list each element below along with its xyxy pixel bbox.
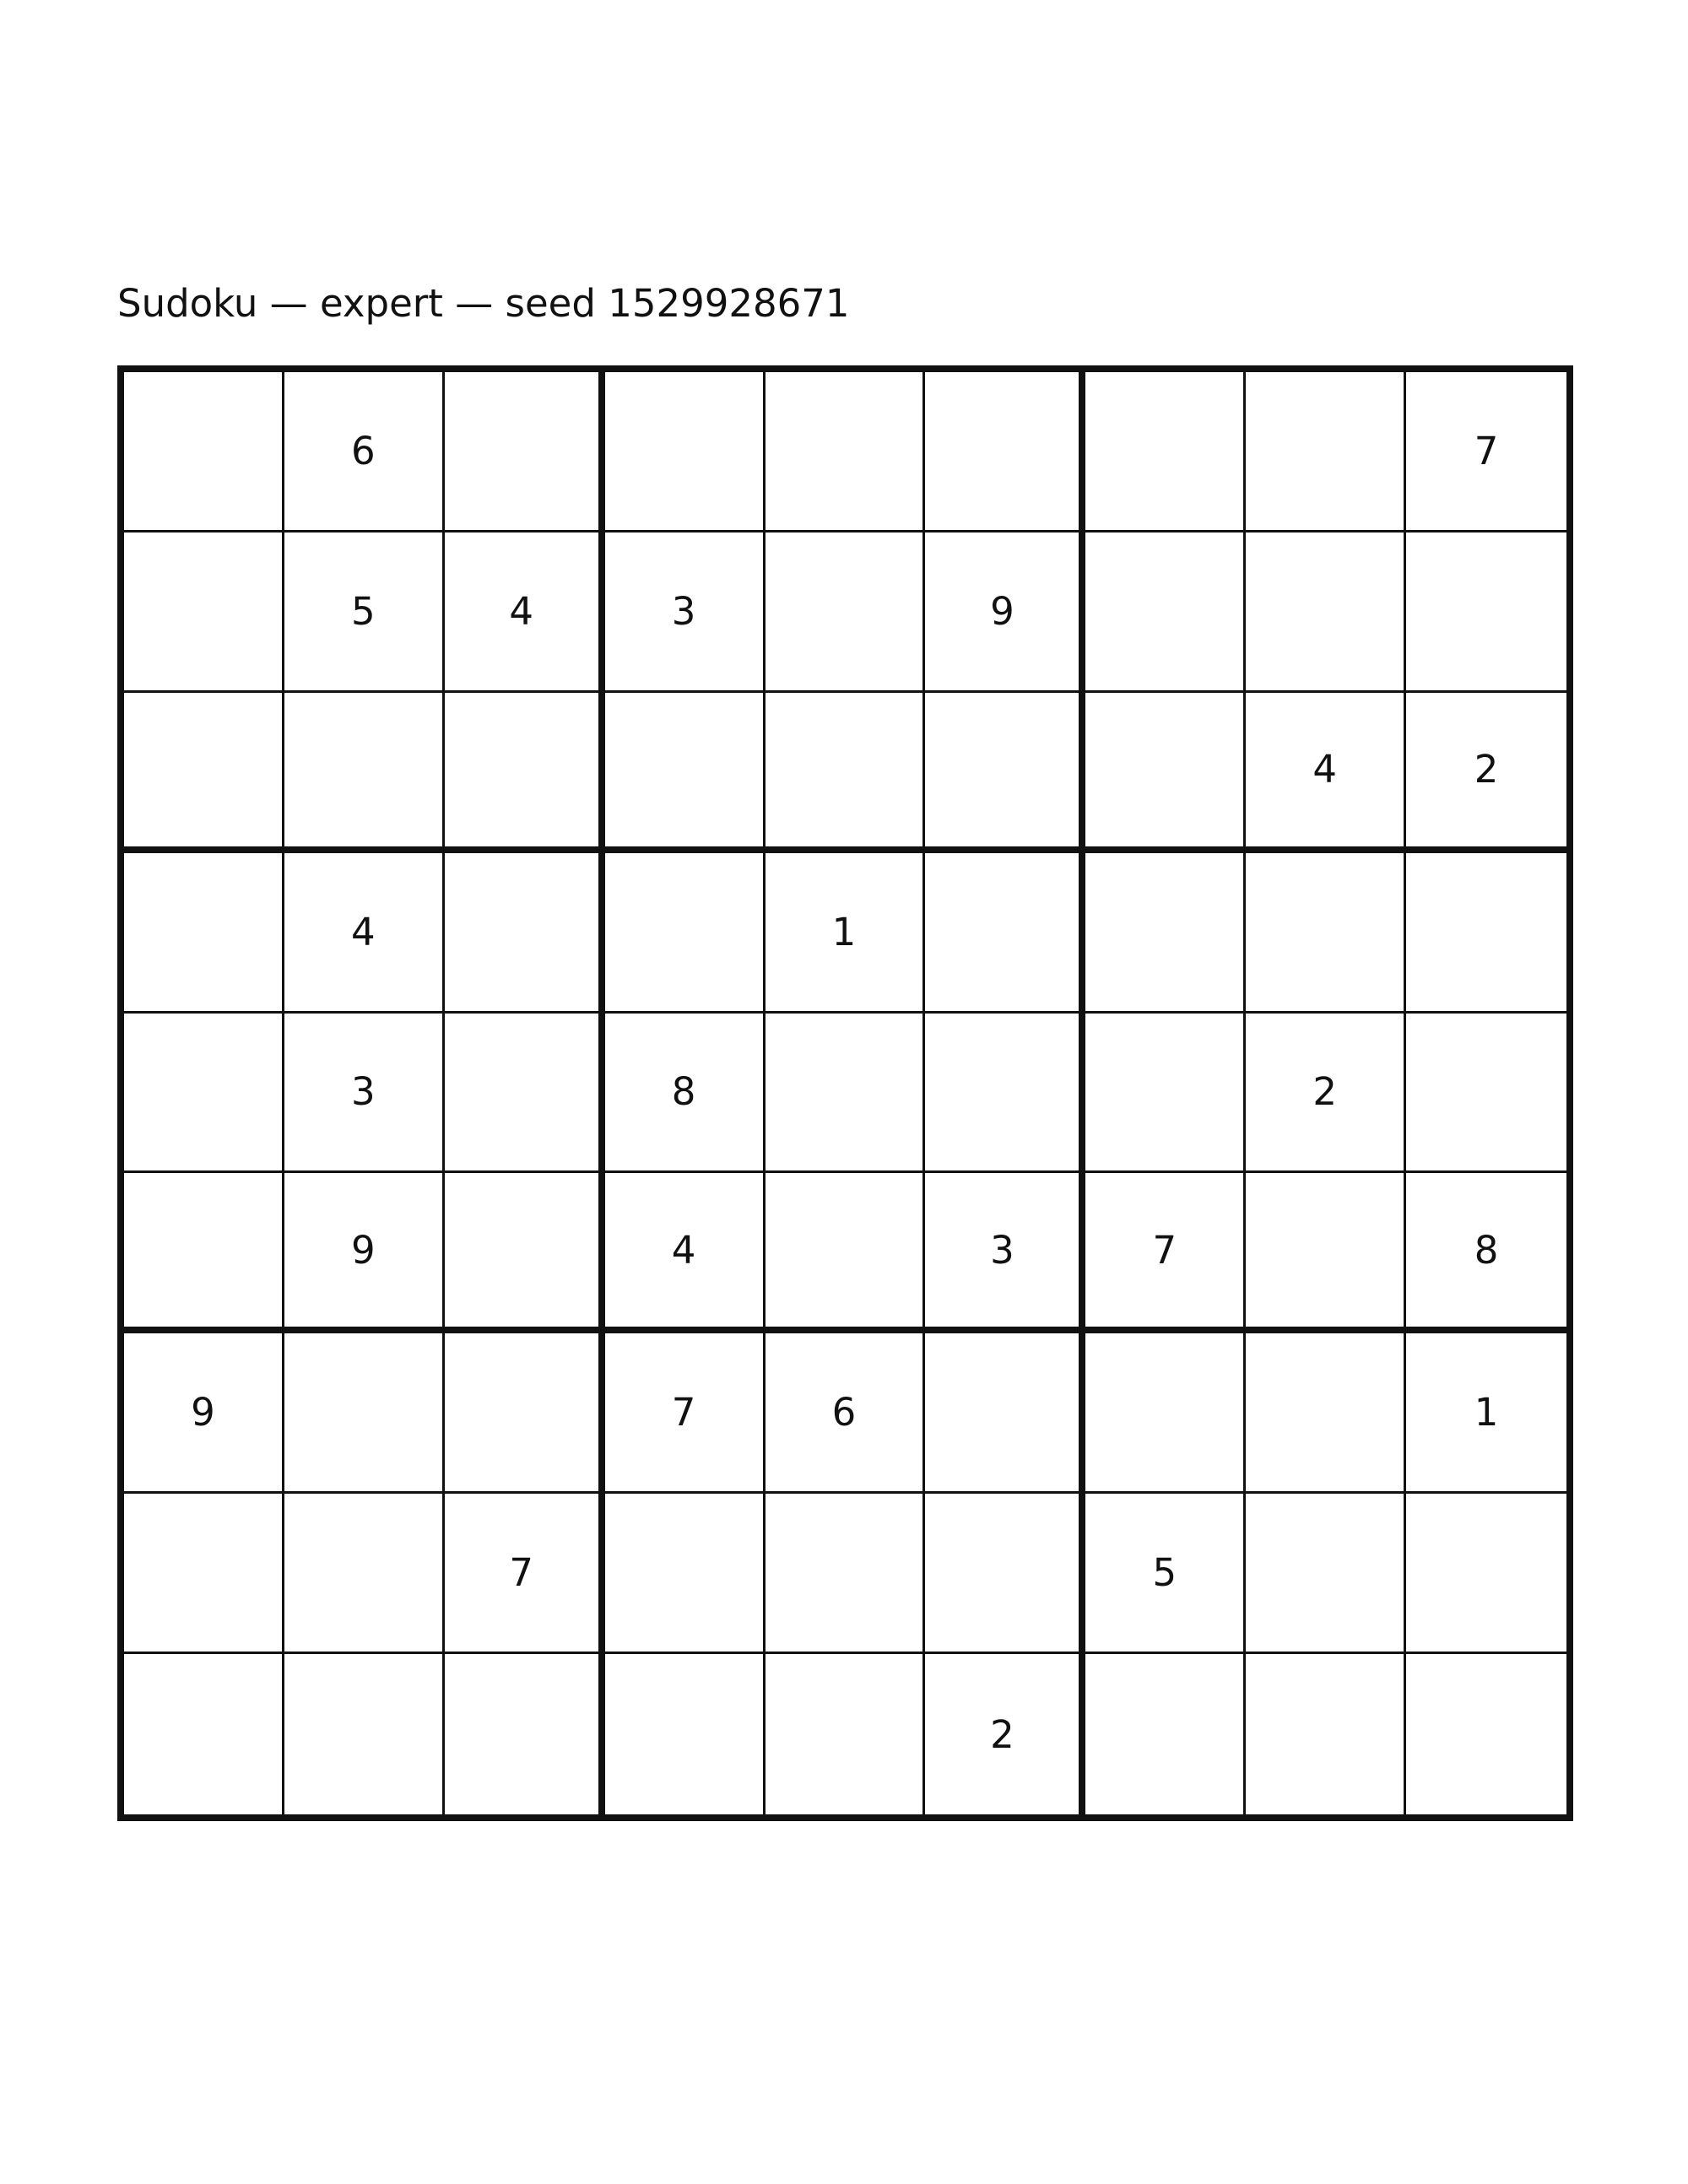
sudoku-cell-r1-c1[interactable] bbox=[124, 372, 284, 532]
sudoku-cell-r4-c9[interactable] bbox=[1406, 853, 1566, 1014]
sudoku-cell-r2-c5[interactable] bbox=[766, 532, 926, 693]
sudoku-cell-r1-c6[interactable] bbox=[925, 372, 1085, 532]
sudoku-cell-r3-c6[interactable] bbox=[925, 693, 1085, 853]
sudoku-cell-r4-c6[interactable] bbox=[925, 853, 1085, 1014]
sudoku-cell-r9-c2[interactable] bbox=[284, 1654, 445, 1814]
sudoku-cell-r4-c4[interactable] bbox=[605, 853, 766, 1014]
sudoku-cell-r7-c4[interactable]: 7 bbox=[605, 1333, 766, 1494]
sudoku-cell-r7-c7[interactable] bbox=[1085, 1333, 1246, 1494]
sudoku-cell-r8-c7[interactable]: 5 bbox=[1085, 1494, 1246, 1654]
sudoku-cell-r1-c7[interactable] bbox=[1085, 372, 1246, 532]
sudoku-cell-r3-c7[interactable] bbox=[1085, 693, 1246, 853]
sudoku-cell-r4-c2[interactable]: 4 bbox=[284, 853, 445, 1014]
sudoku-cell-r2-c1[interactable] bbox=[124, 532, 284, 693]
sudoku-cell-r8-c9[interactable] bbox=[1406, 1494, 1566, 1654]
sudoku-cell-r5-c2[interactable]: 3 bbox=[284, 1014, 445, 1174]
sudoku-cell-r9-c3[interactable] bbox=[445, 1654, 605, 1814]
sudoku-cell-r3-c2[interactable] bbox=[284, 693, 445, 853]
sudoku-cell-r1-c4[interactable] bbox=[605, 372, 766, 532]
sudoku-cell-r4-c3[interactable] bbox=[445, 853, 605, 1014]
sudoku-cell-r4-c1[interactable] bbox=[124, 853, 284, 1014]
sudoku-cell-r5-c8[interactable]: 2 bbox=[1246, 1014, 1406, 1174]
sudoku-cell-r1-c2[interactable]: 6 bbox=[284, 372, 445, 532]
sudoku-cell-r7-c1[interactable]: 9 bbox=[124, 1333, 284, 1494]
sudoku-cell-r2-c3[interactable]: 4 bbox=[445, 532, 605, 693]
sudoku-cell-r2-c4[interactable]: 3 bbox=[605, 532, 766, 693]
sudoku-cell-r1-c8[interactable] bbox=[1246, 372, 1406, 532]
sudoku-cell-r4-c8[interactable] bbox=[1246, 853, 1406, 1014]
sudoku-cell-r2-c6[interactable]: 9 bbox=[925, 532, 1085, 693]
sudoku-cell-r7-c2[interactable] bbox=[284, 1333, 445, 1494]
sudoku-cell-r8-c1[interactable] bbox=[124, 1494, 284, 1654]
sudoku-cell-r6-c8[interactable] bbox=[1246, 1173, 1406, 1333]
sudoku-cell-r2-c8[interactable] bbox=[1246, 532, 1406, 693]
sudoku-cell-r2-c2[interactable]: 5 bbox=[284, 532, 445, 693]
sudoku-cell-r3-c3[interactable] bbox=[445, 693, 605, 853]
sudoku-cell-r5-c7[interactable] bbox=[1085, 1014, 1246, 1174]
sudoku-cell-r5-c3[interactable] bbox=[445, 1014, 605, 1174]
sudoku-cell-r2-c9[interactable] bbox=[1406, 532, 1566, 693]
sudoku-cell-r9-c9[interactable] bbox=[1406, 1654, 1566, 1814]
sudoku-cell-r9-c5[interactable] bbox=[766, 1654, 926, 1814]
sudoku-cell-r6-c3[interactable] bbox=[445, 1173, 605, 1333]
sudoku-cell-r8-c4[interactable] bbox=[605, 1494, 766, 1654]
sudoku-cell-r2-c7[interactable] bbox=[1085, 532, 1246, 693]
sudoku-cell-r6-c4[interactable]: 4 bbox=[605, 1173, 766, 1333]
sudoku-cell-r8-c3[interactable]: 7 bbox=[445, 1494, 605, 1654]
sudoku-cell-r5-c9[interactable] bbox=[1406, 1014, 1566, 1174]
sudoku-cell-r6-c1[interactable] bbox=[124, 1173, 284, 1333]
sudoku-cell-r4-c7[interactable] bbox=[1085, 853, 1246, 1014]
sudoku-cell-r1-c3[interactable] bbox=[445, 372, 605, 532]
sudoku-cell-r8-c6[interactable] bbox=[925, 1494, 1085, 1654]
sudoku-cell-r6-c5[interactable] bbox=[766, 1173, 926, 1333]
sudoku-cell-r5-c5[interactable] bbox=[766, 1014, 926, 1174]
sudoku-cell-r3-c4[interactable] bbox=[605, 693, 766, 853]
sudoku-cell-r3-c5[interactable] bbox=[766, 693, 926, 853]
sudoku-cell-r7-c6[interactable] bbox=[925, 1333, 1085, 1494]
sudoku-cell-r4-c5[interactable]: 1 bbox=[766, 853, 926, 1014]
sudoku-cell-r9-c4[interactable] bbox=[605, 1654, 766, 1814]
sudoku-cell-r9-c8[interactable] bbox=[1246, 1654, 1406, 1814]
sudoku-cell-r7-c5[interactable]: 6 bbox=[766, 1333, 926, 1494]
sudoku-cell-r9-c7[interactable] bbox=[1085, 1654, 1246, 1814]
sudoku-cell-r9-c6[interactable]: 2 bbox=[925, 1654, 1085, 1814]
sudoku-cell-r5-c4[interactable]: 8 bbox=[605, 1014, 766, 1174]
sudoku-cell-r6-c9[interactable]: 8 bbox=[1406, 1173, 1566, 1333]
sudoku-cell-r5-c1[interactable] bbox=[124, 1014, 284, 1174]
sudoku-cell-r3-c9[interactable]: 2 bbox=[1406, 693, 1566, 853]
sudoku-cell-r1-c5[interactable] bbox=[766, 372, 926, 532]
sudoku-cell-r7-c8[interactable] bbox=[1246, 1333, 1406, 1494]
sudoku-cell-r8-c2[interactable] bbox=[284, 1494, 445, 1654]
sudoku-cell-r7-c9[interactable]: 1 bbox=[1406, 1333, 1566, 1494]
sudoku-cell-r6-c6[interactable]: 3 bbox=[925, 1173, 1085, 1333]
sudoku-cell-r6-c7[interactable]: 7 bbox=[1085, 1173, 1246, 1333]
sudoku-cell-r8-c8[interactable] bbox=[1246, 1494, 1406, 1654]
sudoku-cell-r3-c1[interactable] bbox=[124, 693, 284, 853]
sudoku-cell-r5-c6[interactable] bbox=[925, 1014, 1085, 1174]
sudoku-cell-r6-c2[interactable]: 9 bbox=[284, 1173, 445, 1333]
sudoku-board bbox=[117, 365, 1573, 1821]
sudoku-cell-r3-c8[interactable]: 4 bbox=[1246, 693, 1406, 853]
sudoku-cell-r7-c3[interactable] bbox=[445, 1333, 605, 1494]
puzzle-title: Sudoku — expert — seed 1529928671 bbox=[117, 281, 850, 326]
sudoku-cell-r1-c9[interactable]: 7 bbox=[1406, 372, 1566, 532]
sudoku-cell-r8-c5[interactable] bbox=[766, 1494, 926, 1654]
sudoku-cell-r9-c1[interactable] bbox=[124, 1654, 284, 1814]
